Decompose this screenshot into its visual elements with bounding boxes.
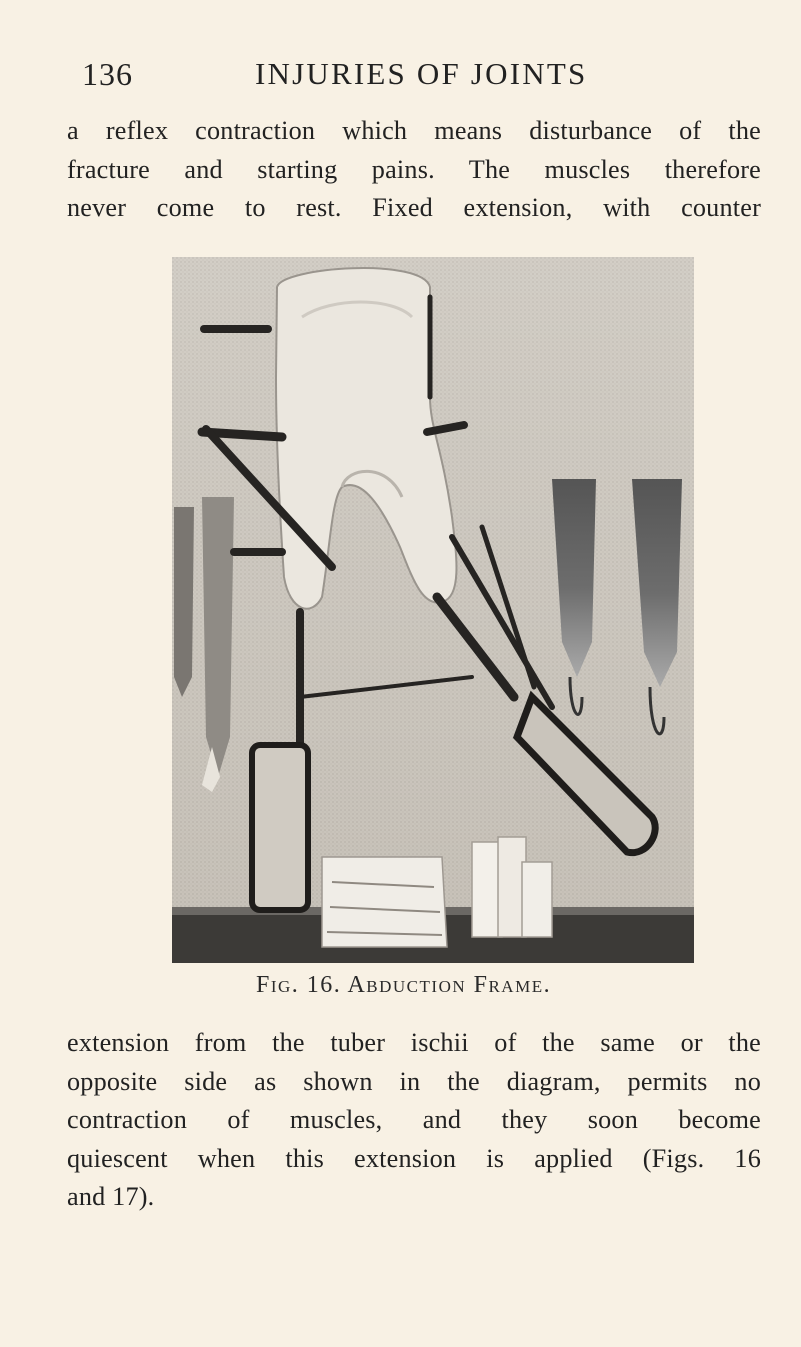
text-line: contraction of muscles, and they soon become <box>67 1105 761 1134</box>
paragraph-below-figure <box>67 1024 761 1217</box>
page-number: 136 <box>82 56 133 92</box>
text-line: opposite side as shown in the diagram, permits no <box>67 1066 761 1096</box>
text-line: extension from the tuber ischii of the same or the <box>67 1028 761 1057</box>
text-line: a reflex contraction which means disturbance of the <box>67 116 761 145</box>
text-line: quiescent when this extension is applied (Figs. 16 <box>67 1143 761 1173</box>
abduction-frame-photograph <box>172 257 694 963</box>
text-line: never come to rest. Fixed extension, with counter <box>67 193 761 222</box>
text-line: fracture and starting pains. The muscles therefore <box>67 154 761 184</box>
figure-caption: Fig. 16. Abduction Frame. <box>256 972 552 998</box>
paragraph-above-figure <box>67 112 761 228</box>
running-title: INJURIES OF JOINTS <box>255 56 588 91</box>
text-line: and 17). <box>67 1182 155 1211</box>
